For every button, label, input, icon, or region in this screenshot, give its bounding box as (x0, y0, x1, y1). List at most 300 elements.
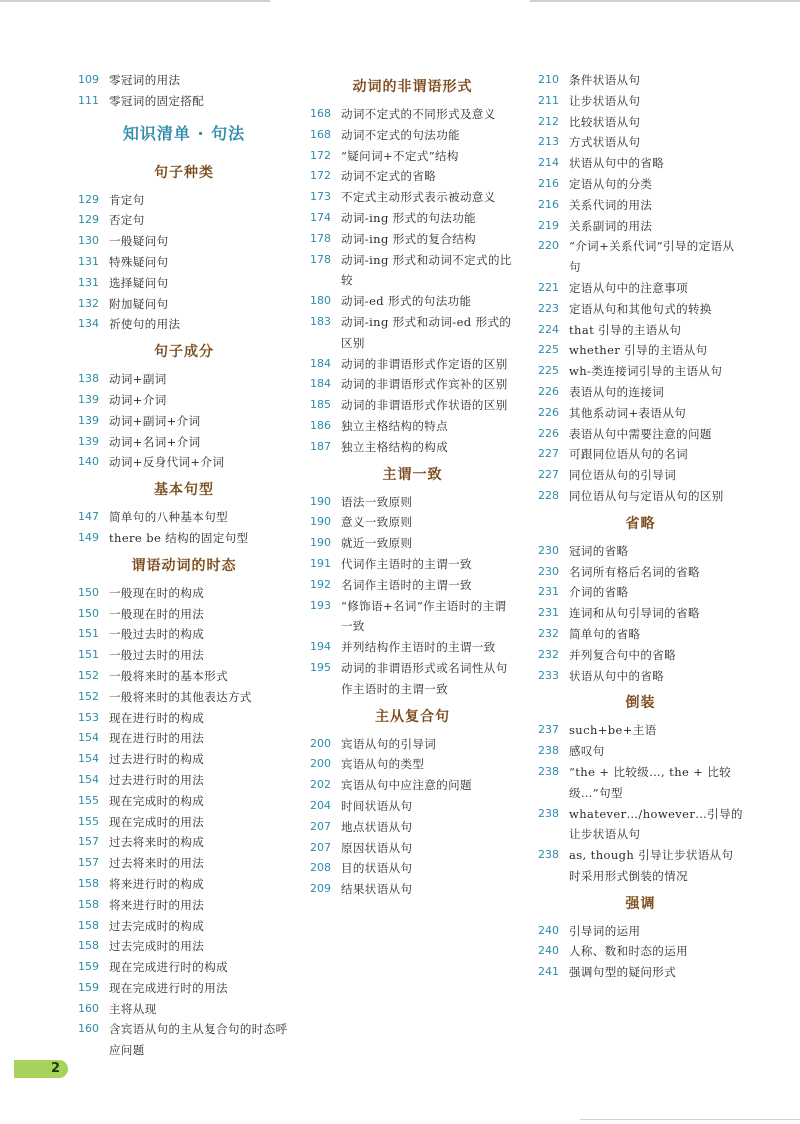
toc-entry-title: 关系代词的用法 (569, 197, 653, 212)
toc-page-number: 150 (78, 585, 99, 599)
toc-entry-title: 过去将来时的用法 (109, 856, 205, 871)
toc-entry-title: 地点状语从句 (341, 819, 413, 834)
toc-page-number: 207 (310, 819, 331, 833)
toc-section-heading: 强调 (625, 895, 656, 912)
toc-entry-title: 宾语从句的类型 (341, 757, 425, 772)
toc-entry (538, 320, 743, 341)
toc-entry (310, 291, 515, 312)
toc-entry (310, 512, 515, 533)
toc-page-number: 180 (310, 294, 331, 308)
toc-entry (538, 624, 743, 645)
toc-page-number: 155 (78, 793, 99, 807)
toc-page-number: 173 (310, 190, 331, 204)
toc-entry-title: 宾语从句中应注意的问题 (341, 778, 472, 793)
toc-page-number: 158 (78, 876, 99, 890)
toc-entry (538, 361, 743, 382)
toc-entry-title: 同位语从句的引导词 (569, 468, 677, 483)
toc-entry (78, 936, 290, 957)
toc-entry (78, 231, 290, 252)
toc-entry (538, 486, 743, 507)
toc-entry (310, 395, 515, 416)
toc-entry-title: 零冠词的用法 (109, 73, 181, 87)
toc-entry-title: 肯定句 (109, 192, 145, 207)
toc-entry-title: 动词-ing 形式和动词不定式的比较 (341, 252, 512, 288)
toc-entry-title: 并列复合句中的省略 (569, 647, 677, 662)
toc-entry (78, 294, 290, 315)
toc-page-number: 187 (310, 439, 331, 453)
toc-entry-title: 状语从句中的省略 (569, 156, 665, 171)
toc-page-number: 240 (538, 944, 559, 958)
toc-page-number: 158 (78, 939, 99, 953)
toc-entry-title: 含宾语从句的主从复合句的时态呼应问题 (109, 1022, 288, 1058)
toc-entry-title: 连词和从句引导词的省略 (569, 606, 700, 621)
toc-entry-title: 现在完成时的构成 (109, 793, 205, 808)
toc-entry (78, 916, 290, 937)
toc-entry (538, 236, 743, 278)
toc-entry-title: 主将从现 (109, 1001, 157, 1016)
toc-page-number: 225 (538, 364, 559, 378)
toc-page-number: 238 (538, 806, 559, 820)
toc-entry-title: 表语从句中需要注意的问题 (569, 426, 712, 441)
toc-entry-title: 动词+副词+介词 (109, 413, 201, 428)
toc-entry (538, 541, 743, 562)
toc-entry-title: “the + 比较级…, the + 比较级…”句型 (569, 764, 732, 800)
toc-entry (78, 411, 290, 432)
toc-entry-title: 状语从句中的省略 (569, 668, 665, 683)
toc-page-number: 139 (78, 413, 99, 427)
toc-entry (78, 999, 290, 1020)
toc-entry-title: 关系副词的用法 (569, 218, 653, 233)
toc-entry-title: 动词-ed 形式的句法功能 (341, 294, 472, 309)
toc-entry-title: 定语从句的分类 (569, 176, 653, 191)
toc-page-number: 168 (310, 127, 331, 141)
toc-page-number: 185 (310, 398, 331, 412)
toc-page-number: 208 (310, 861, 331, 875)
toc-page-number: 228 (538, 488, 559, 502)
toc-entry-title: 代词作主语时的主谓一致 (341, 556, 472, 571)
toc-page-number: 223 (538, 301, 559, 315)
toc-page-number: 150 (78, 606, 99, 620)
toc-page-number: 149 (78, 530, 99, 544)
toc-entry (78, 583, 290, 604)
toc-entry-title: 动词+反身代词+介词 (109, 455, 225, 470)
toc-entry-title: 动词的非谓语形式作宾补的区别 (341, 377, 508, 392)
toc-entry (310, 596, 515, 638)
toc-entry (538, 216, 743, 237)
toc-entry-title: 让步状语从句 (569, 93, 641, 108)
toc-page-number: 195 (310, 660, 331, 674)
toc-entry (78, 604, 290, 625)
toc-section-heading: 倒装 (625, 695, 656, 712)
toc-page-number: 219 (538, 218, 559, 232)
toc-entry-title: 过去完成时的构成 (109, 918, 205, 933)
toc-entry (310, 208, 515, 229)
toc-entry (310, 754, 515, 775)
toc-entry-title: “介词+关系代词”引导的定语从句 (569, 239, 735, 275)
toc-entry-title: 一般现在时的用法 (109, 606, 205, 621)
toc-page-number: 132 (78, 296, 99, 310)
toc-page-number: 158 (78, 918, 99, 932)
toc-page-number: 214 (538, 156, 559, 170)
toc-page-number: 238 (538, 848, 559, 862)
toc-entry-title: 一般过去时的构成 (109, 627, 205, 642)
toc-entry-title: 动词不定式的省略 (341, 169, 437, 184)
toc-entry-title: 过去进行时的用法 (109, 772, 205, 787)
toc-entry-title: “修饰语+名词”作主语时的主谓一致 (341, 598, 507, 634)
toc-page-number: 111 (78, 93, 99, 107)
toc-entry (538, 762, 743, 804)
toc-entry (78, 853, 290, 874)
toc-page-number: 190 (310, 494, 331, 508)
toc-page-number: 191 (310, 556, 331, 570)
toc-page-number: 184 (310, 356, 331, 370)
toc-page-number: 200 (310, 757, 331, 771)
toc-entry-title: 人称、数和时态的运用 (569, 944, 688, 959)
page-number: 2 (50, 1061, 60, 1076)
toc-page-number: 178 (310, 231, 331, 245)
toc-section-heading: 主谓一致 (382, 466, 443, 483)
toc-entry-title: 动词-ing 形式的复合结构 (341, 231, 477, 246)
toc-entry (78, 749, 290, 770)
toc-page-number: 227 (538, 468, 559, 482)
toc-entry (78, 832, 290, 853)
toc-entry-title: “疑问词+不定式”结构 (341, 148, 459, 163)
toc-entry (538, 562, 743, 583)
toc-entry-title: 过去将来时的构成 (109, 835, 205, 850)
toc-entry-title: 动词+介词 (109, 392, 167, 407)
toc-entry-title: 独立主格结构的构成 (341, 439, 449, 454)
toc-entry (538, 174, 743, 195)
toc-entry (310, 658, 515, 700)
toc-page-number: 230 (538, 543, 559, 557)
toc-entry (310, 796, 515, 817)
toc-page-number: 232 (538, 647, 559, 661)
toc-entry (538, 465, 743, 486)
toc-entry (78, 369, 290, 390)
toc-entry (538, 424, 743, 445)
toc-entry (310, 437, 515, 458)
toc-part-title: 知识清单 · 句法 (122, 123, 246, 143)
toc-entry-title: 不定式主动形式表示被动意义 (341, 190, 496, 205)
toc-entry-title: 将来进行时的构成 (109, 876, 205, 891)
toc-entry (538, 845, 743, 887)
toc-entry (538, 444, 743, 465)
toc-entry (78, 624, 290, 645)
toc-entry-title: 意义一致原则 (341, 515, 413, 530)
toc-entry-title: 简单句的省略 (569, 626, 641, 641)
toc-page-number: 147 (78, 510, 99, 524)
toc-entry-title: 就近一致原则 (341, 536, 413, 551)
toc-entry (310, 775, 515, 796)
toc-entry (78, 728, 290, 749)
toc-section-heading: 主从复合句 (375, 708, 450, 725)
toc-page-number: 160 (78, 1001, 99, 1015)
toc-entry (78, 452, 290, 473)
bottom-rule (580, 1119, 800, 1120)
toc-entry (310, 492, 515, 513)
toc-entry (310, 637, 515, 658)
toc-page-number: 204 (310, 798, 331, 812)
toc-entry-title: 动词+副词 (109, 372, 167, 387)
toc-page-number: 226 (538, 405, 559, 419)
toc-entry-title: 动词-ing 形式的句法功能 (341, 210, 477, 225)
toc-page-number: 140 (78, 455, 99, 469)
toc-entry (78, 666, 290, 687)
toc-entry-title: 一般将来时的其他表达方式 (109, 689, 252, 704)
toc-entry-title: that 引导的主语从句 (569, 322, 682, 337)
toc-entry-title: 其他系动词+表语从句 (569, 405, 687, 420)
toc-page-number: 190 (310, 515, 331, 529)
toc-page-number: 221 (538, 280, 559, 294)
toc-page-number: 130 (78, 234, 99, 248)
toc-entry (538, 278, 743, 299)
toc-entry-title: 原因状语从句 (341, 840, 413, 855)
toc-page-number: 157 (78, 835, 99, 849)
page-number-tab (14, 1060, 68, 1078)
toc-entry-title: 一般过去时的用法 (109, 648, 205, 663)
toc-entry-title: 祈使句的用法 (109, 317, 181, 332)
toc-entry (78, 528, 290, 549)
toc-page-number: 174 (310, 210, 331, 224)
toc-entry (538, 582, 743, 603)
toc-entry (538, 299, 743, 320)
toc-entry-title: 动词的非谓语形式作状语的区别 (341, 398, 508, 413)
toc-entry (538, 91, 743, 112)
toc-entry (538, 70, 743, 91)
toc-page-number: 160 (78, 1022, 99, 1036)
toc-entry-title: 现在进行时的构成 (109, 710, 205, 725)
toc-entry-title: 动词-ing 形式和动词-ed 形式的区别 (341, 314, 512, 350)
toc-entry-title: as, though 引导让步状语从句时采用形式倒装的情况 (569, 848, 734, 883)
toc-entry-title: 动词不定式的不同形式及意义 (341, 107, 496, 121)
toc-page-number: 184 (310, 377, 331, 391)
toc-page-number: 238 (538, 744, 559, 758)
toc-entry-title: 名词所有格后名词的省略 (569, 564, 700, 579)
toc-entry-title: 冠词的省略 (569, 543, 629, 558)
toc-entry-title: 引导词的运用 (569, 923, 641, 938)
toc-entry-title: 现在完成进行时的构成 (109, 960, 228, 975)
toc-entry (78, 210, 290, 231)
toc-entry-title: 动词的非谓语形式作定语的区别 (341, 356, 508, 371)
toc-section-heading: 基本句型 (154, 482, 214, 499)
toc-entry (538, 382, 743, 403)
toc-page-number: 154 (78, 772, 99, 786)
toc-page-number: 172 (310, 148, 331, 162)
toc-entry (310, 554, 515, 575)
toc-entry (310, 125, 515, 146)
toc-page-number: 231 (538, 606, 559, 620)
toc-page-number: 139 (78, 434, 99, 448)
toc-page-number: 226 (538, 384, 559, 398)
toc-page-number: 159 (78, 980, 99, 994)
toc-entry (538, 645, 743, 666)
toc-page-number: 134 (78, 317, 99, 331)
toc-entry-title: 附加疑问句 (109, 296, 169, 311)
toc-page-number: 186 (310, 418, 331, 432)
toc-section-heading: 句子种类 (154, 164, 214, 181)
toc-entry (78, 507, 290, 528)
toc-entry-title: there be 结构的固定句型 (109, 530, 249, 545)
toc-entry (538, 195, 743, 216)
toc-entry-title: whether 引导的主语从句 (569, 343, 708, 358)
toc-page-number: 240 (538, 923, 559, 937)
toc-page-number: 154 (78, 731, 99, 745)
toc-page-number: 216 (538, 197, 559, 211)
toc-entry-title: 强调句型的疑问形式 (569, 965, 677, 980)
toc-entry-title: whatever…/however…引导的让步状语从句 (569, 806, 743, 842)
toc-entry-title: 独立主格结构的特点 (341, 418, 449, 433)
toc-entry (310, 229, 515, 250)
toc-entry (78, 390, 290, 411)
toc-entry-title: 介词的省略 (569, 585, 629, 600)
toc-page-number: 172 (310, 169, 331, 183)
toc-column-3 (538, 70, 743, 983)
toc-entry (310, 838, 515, 859)
toc-page-number: 109 (78, 73, 99, 86)
toc-entry (310, 734, 515, 755)
toc-page-number: 159 (78, 960, 99, 974)
toc-page-number: 193 (310, 598, 331, 612)
toc-entry-title: 现在进行时的用法 (109, 731, 205, 746)
toc-entry-title: 一般将来时的基本形式 (109, 668, 228, 683)
toc-page-number: 226 (538, 426, 559, 440)
toc-page-number: 157 (78, 856, 99, 870)
toc-page-number: 192 (310, 577, 331, 591)
toc-entry-title: 特殊疑问句 (109, 254, 169, 269)
toc-page-number: 213 (538, 135, 559, 149)
toc-entry-title: 简单句的八种基本句型 (109, 510, 228, 525)
toc-page-number: 131 (78, 275, 99, 289)
toc-entry-title: 现在完成时的用法 (109, 814, 205, 829)
toc-entry (78, 957, 290, 978)
toc-page-number: 220 (538, 239, 559, 253)
toc-entry (78, 1019, 290, 1061)
toc-page-number: 151 (78, 627, 99, 641)
toc-entry-title: 方式状语从句 (569, 135, 641, 150)
toc-entry (78, 91, 290, 112)
toc-page-number: 233 (538, 668, 559, 682)
toc-section-heading: 句子成分 (154, 344, 214, 361)
toc-entry (78, 874, 290, 895)
toc-page-number: 152 (78, 689, 99, 703)
toc-page-number: 202 (310, 778, 331, 792)
toc-entry-title: 名词作主语时的主谓一致 (341, 577, 472, 592)
toc-entry (310, 146, 515, 167)
toc-page-number: 225 (538, 343, 559, 357)
toc-section-heading: 动词的非谓语形式 (352, 79, 473, 95)
toc-page-number: 224 (538, 322, 559, 336)
toc-page-number: 190 (310, 536, 331, 550)
toc-entry (538, 132, 743, 153)
toc-page-number: 139 (78, 392, 99, 406)
toc-entry (78, 314, 290, 335)
toc-entry (538, 720, 743, 741)
toc-entry-title: 可跟同位语从句的名词 (569, 447, 688, 462)
toc-entry-title: 目的状语从句 (341, 861, 413, 876)
toc-entry (310, 879, 515, 900)
toc-entry-title: 一般疑问句 (109, 234, 169, 249)
toc-entry (538, 962, 743, 983)
toc-entry-title: 过去完成时的用法 (109, 939, 205, 954)
toc-entry-title: 一般现在时的构成 (109, 585, 205, 600)
toc-entry (538, 603, 743, 624)
toc-entry (538, 804, 743, 846)
toc-section-heading: 谓语动词的时态 (131, 557, 237, 574)
toc-page-number: 168 (310, 107, 331, 120)
toc-page-number: 155 (78, 814, 99, 828)
toc-entry (78, 895, 290, 916)
toc-page-number: 209 (310, 882, 331, 896)
toc-entry-title: 表语从句的连接词 (569, 384, 665, 399)
toc-page-number: 152 (78, 668, 99, 682)
toc-entry (538, 941, 743, 962)
toc-page-number: 207 (310, 840, 331, 854)
toc-entry (310, 416, 515, 437)
toc-section-heading: 省略 (625, 515, 656, 532)
toc-page-number: 158 (78, 897, 99, 911)
toc-entry (538, 153, 743, 174)
toc-entry-title: 动词不定式的句法功能 (341, 127, 460, 142)
toc-entry (538, 666, 743, 687)
toc-entry (78, 190, 290, 211)
toc-entry-title: 比较状语从句 (569, 114, 641, 129)
toc-entry-title: 语法一致原则 (341, 494, 413, 509)
toc-entry (310, 533, 515, 554)
toc-entry-title: 动词的非谓语形式或名词性从句作主语时的主谓一致 (341, 660, 508, 696)
toc-page-number: 200 (310, 736, 331, 750)
toc-page-number: 238 (538, 764, 559, 778)
toc-entry (310, 104, 515, 125)
toc-entry-title: 现在完成进行时的用法 (109, 980, 228, 995)
toc-entry (78, 252, 290, 273)
toc-entry-title: 同位语从句与定语从句的区别 (569, 488, 724, 503)
toc-entry-title: 时间状语从句 (341, 798, 413, 813)
toc-page-number: 194 (310, 640, 331, 654)
toc-entry-title: 并列结构作主语时的主谓一致 (341, 640, 496, 655)
toc-entry-title: 零冠词的固定搭配 (109, 93, 205, 108)
toc-page-number: 131 (78, 254, 99, 268)
toc-entry-title: 过去进行时的构成 (109, 752, 205, 767)
toc-page-number: 183 (310, 314, 331, 328)
toc-entry (310, 374, 515, 395)
toc-column-1 (78, 70, 290, 1061)
toc-entry-title: 结果状语从句 (341, 882, 413, 897)
toc-page-number: 153 (78, 710, 99, 724)
toc-entry (78, 687, 290, 708)
toc-entry (78, 791, 290, 812)
toc-page-number: 231 (538, 585, 559, 599)
toc-page-number: 151 (78, 648, 99, 662)
toc-page-number: 241 (538, 965, 559, 979)
toc-entry (78, 273, 290, 294)
toc-page-number: 210 (538, 73, 559, 86)
toc-entry (310, 187, 515, 208)
toc-page-number: 138 (78, 372, 99, 386)
toc-page-number: 129 (78, 213, 99, 227)
toc-entry (310, 858, 515, 879)
toc-page-number: 232 (538, 626, 559, 640)
toc-entry (78, 432, 290, 453)
toc-entry (538, 340, 743, 361)
toc-entry-title: 感叹句 (569, 744, 605, 759)
toc-entry (538, 403, 743, 424)
toc-entry-title: 选择疑问句 (109, 275, 169, 290)
toc-entry (538, 921, 743, 942)
toc-page-number: 129 (78, 192, 99, 206)
toc-entry (78, 978, 290, 999)
toc-entry-title: 动词+名词+介词 (109, 434, 201, 449)
toc-entry-title: 条件状语从句 (569, 73, 641, 87)
